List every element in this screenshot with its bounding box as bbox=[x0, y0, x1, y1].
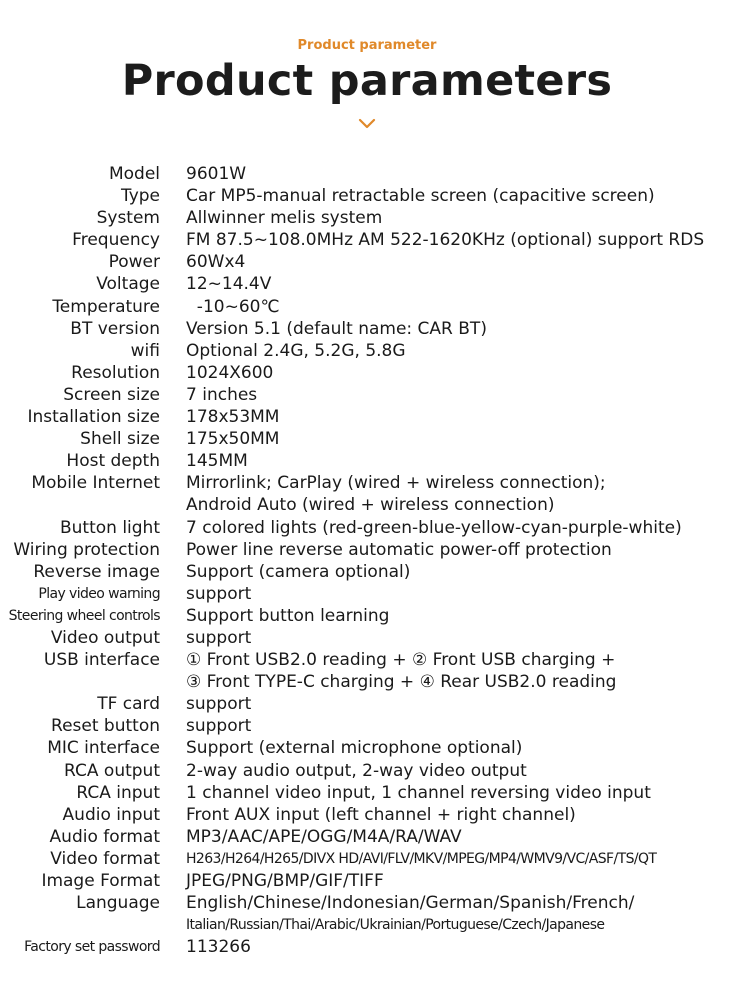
spec-row bbox=[0, 892, 734, 936]
spec-value-line: Support (camera optional) bbox=[186, 561, 411, 582]
spec-row bbox=[0, 737, 734, 759]
spec-row bbox=[0, 936, 734, 958]
spec-value-line: 175x50MM bbox=[186, 429, 280, 450]
spec-row bbox=[0, 318, 734, 340]
spec-value bbox=[186, 296, 726, 318]
spec-label: Reverse image bbox=[33, 561, 160, 582]
spec-row bbox=[0, 804, 734, 826]
spec-value-line: Version 5.1 (default name: CAR BT) bbox=[186, 318, 487, 339]
spec-label: Mobile Internet bbox=[31, 473, 160, 494]
spec-label: Video output bbox=[50, 627, 160, 648]
spec-label: Steering wheel controls bbox=[8, 607, 160, 624]
spec-value-line: 2-way audio output, 2-way video output bbox=[186, 760, 527, 781]
spec-row bbox=[0, 450, 734, 472]
page-title: Product parameters bbox=[121, 56, 613, 106]
spec-row bbox=[0, 693, 734, 715]
spec-row bbox=[0, 340, 734, 362]
spec-row bbox=[0, 826, 734, 848]
spec-row bbox=[0, 539, 734, 561]
spec-value bbox=[186, 737, 726, 759]
spec-value-line: support bbox=[186, 694, 252, 715]
spec-row bbox=[0, 782, 734, 804]
spec-row bbox=[0, 561, 734, 583]
spec-value bbox=[186, 273, 726, 295]
spec-value-line: English/Chinese/Indonesian/German/Spanish/French/ bbox=[186, 893, 635, 914]
spec-value-line: 145MM bbox=[186, 451, 248, 472]
spec-value-line: Support button learning bbox=[186, 605, 390, 626]
spec-row bbox=[0, 229, 734, 251]
spec-value bbox=[186, 870, 726, 892]
spec-value-line: 1 channel video input, 1 channel reversing video input bbox=[186, 782, 651, 803]
spec-value-line: Support (external microphone optional) bbox=[186, 738, 523, 759]
spec-value bbox=[186, 804, 726, 826]
spec-label: wifi bbox=[130, 340, 160, 361]
spec-label: Installation size bbox=[27, 407, 160, 428]
spec-label: Video format bbox=[50, 848, 160, 869]
spec-label: Shell size bbox=[80, 429, 160, 450]
spec-value bbox=[186, 163, 726, 185]
spec-row bbox=[0, 185, 734, 207]
spec-value bbox=[186, 428, 726, 450]
spec-label: Voltage bbox=[96, 274, 160, 295]
spec-value bbox=[186, 406, 726, 428]
spec-label: BT version bbox=[70, 318, 160, 339]
spec-label: TF card bbox=[97, 694, 160, 715]
spec-label: Host depth bbox=[66, 451, 160, 472]
spec-value-line: support bbox=[186, 583, 252, 604]
spec-value bbox=[186, 760, 726, 782]
spec-value-line: MP3/AAC/APE/OGG/M4A/RA/WAV bbox=[186, 826, 462, 847]
spec-row bbox=[0, 848, 734, 870]
spec-label: Image Format bbox=[41, 871, 160, 891]
spec-label: RCA input bbox=[76, 782, 160, 803]
spec-label: USB interface bbox=[43, 650, 160, 671]
spec-value-line: 178x53MM bbox=[186, 407, 280, 428]
spec-label: Temperature bbox=[52, 296, 160, 317]
spec-value-line: 7 colored lights (red-green-blue-yellow-cyan-purple-white) bbox=[186, 517, 682, 538]
spec-label: System bbox=[96, 208, 160, 229]
spec-value bbox=[186, 318, 726, 340]
spec-value-line: FM 87.5~108.0MHz AM 522-1620KHz (optional) support RDS bbox=[186, 230, 705, 251]
spec-value-line: Allwinner melis system bbox=[186, 208, 383, 229]
spec-value-line: ③ Front TYPE-C charging + ④ Rear USB2.0 reading bbox=[186, 672, 617, 693]
spec-row bbox=[0, 428, 734, 450]
spec-value-line: Mirrorlink; CarPlay (wired + wireless connection); bbox=[186, 473, 606, 494]
spec-value-line: H263/H264/H265/DIVX HD/AVI/FLV/MKV/MPEG/MP4/WMV9/VC/ASF/TS/QT bbox=[186, 850, 657, 867]
spec-label: Model bbox=[108, 164, 160, 184]
spec-label: Button light bbox=[59, 517, 160, 538]
spec-value-line: 7 inches bbox=[186, 384, 258, 405]
spec-value bbox=[186, 539, 726, 561]
spec-row bbox=[0, 251, 734, 273]
spec-value bbox=[186, 207, 726, 229]
spec-label: MIC interface bbox=[47, 738, 160, 759]
spec-row bbox=[0, 207, 734, 229]
section-subtitle: Product parameter bbox=[297, 38, 437, 53]
spec-row bbox=[0, 627, 734, 649]
spec-value bbox=[186, 782, 726, 804]
spec-row bbox=[0, 163, 734, 185]
spec-row bbox=[0, 715, 734, 737]
spec-value-line: Optional 2.4G, 5.2G, 5.8G bbox=[186, 340, 406, 361]
spec-value-line: Android Auto (wired + wireless connection) bbox=[186, 495, 555, 516]
spec-label: RCA output bbox=[64, 760, 160, 781]
spec-value bbox=[186, 936, 726, 958]
spec-value-line: ① Front USB2.0 reading + ② Front USB charging + bbox=[186, 650, 616, 671]
spec-label: Screen size bbox=[63, 384, 160, 405]
spec-value-line: 113266 bbox=[186, 937, 251, 958]
spec-label: Audio input bbox=[62, 804, 160, 825]
spec-value bbox=[186, 627, 726, 649]
spec-row bbox=[0, 296, 734, 318]
spec-value bbox=[186, 450, 726, 472]
spec-label: Type bbox=[120, 186, 160, 207]
spec-value bbox=[186, 693, 726, 715]
spec-value bbox=[186, 340, 726, 362]
spec-value bbox=[186, 472, 726, 516]
spec-label: Language bbox=[76, 893, 160, 914]
spec-value-line: support bbox=[186, 716, 252, 737]
spec-label: Factory set password bbox=[24, 939, 160, 956]
spec-value-line: 9601W bbox=[186, 164, 247, 184]
spec-row bbox=[0, 760, 734, 782]
spec-value bbox=[186, 251, 726, 273]
spec-value bbox=[186, 715, 726, 737]
spec-value-line: Front AUX input (left channel + right channel) bbox=[186, 804, 576, 825]
spec-value-line: Power line reverse automatic power-off protection bbox=[186, 539, 612, 560]
spec-row bbox=[0, 406, 734, 428]
spec-value-line: 1024X600 bbox=[186, 362, 274, 383]
spec-row bbox=[0, 517, 734, 539]
spec-value-line: -10~60℃ bbox=[186, 296, 280, 317]
spec-row bbox=[0, 649, 734, 693]
spec-label: Power bbox=[108, 252, 160, 273]
spec-value bbox=[186, 517, 726, 539]
spec-value-line: Car MP5-manual retractable screen (capacitive screen) bbox=[186, 186, 655, 207]
spec-value bbox=[186, 229, 726, 251]
spec-row bbox=[0, 273, 734, 295]
spec-value bbox=[186, 892, 726, 936]
spec-label: Resolution bbox=[71, 362, 160, 383]
spec-row bbox=[0, 605, 734, 627]
spec-value bbox=[186, 583, 726, 605]
spec-value-line: 60Wx4 bbox=[186, 252, 246, 273]
spec-value-line: Italian/Russian/Thai/Arabic/Ukrainian/Portuguese/Czech/Japanese bbox=[186, 917, 605, 934]
spec-row bbox=[0, 362, 734, 384]
spec-value bbox=[186, 362, 726, 384]
spec-value bbox=[186, 826, 726, 848]
spec-value bbox=[186, 561, 726, 583]
spec-row bbox=[0, 384, 734, 406]
spec-row bbox=[0, 870, 734, 892]
spec-row bbox=[0, 472, 734, 516]
spec-value bbox=[186, 848, 726, 870]
spec-value bbox=[186, 605, 726, 627]
spec-label: Play video warning bbox=[38, 585, 160, 602]
spec-label: Frequency bbox=[72, 230, 160, 251]
spec-row bbox=[0, 583, 734, 605]
chevron-down-icon bbox=[358, 118, 376, 130]
spec-value bbox=[186, 185, 726, 207]
spec-label: Audio format bbox=[49, 826, 160, 847]
spec-value-line: JPEG/PNG/BMP/GIF/TIFF bbox=[186, 871, 384, 891]
spec-value-line: support bbox=[186, 627, 252, 648]
spec-value bbox=[186, 384, 726, 406]
spec-label: Reset button bbox=[51, 716, 160, 737]
spec-table bbox=[0, 163, 734, 958]
spec-label: Wiring protection bbox=[13, 539, 160, 560]
spec-value-line: 12~14.4V bbox=[186, 274, 272, 295]
spec-value bbox=[186, 649, 726, 693]
